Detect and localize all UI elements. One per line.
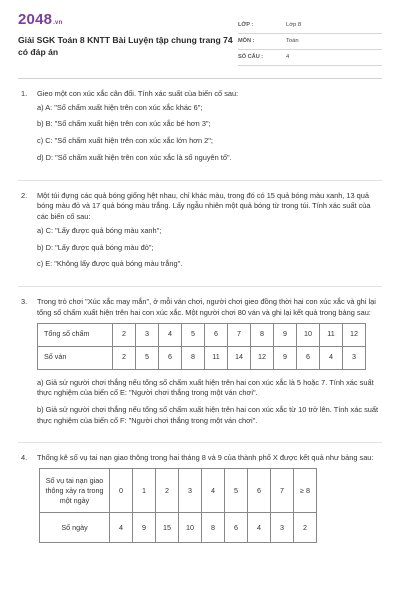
table-cell: ≥ 8 (294, 469, 317, 513)
table-row-header: Tổng số chấm (38, 323, 113, 346)
question-separator (18, 180, 382, 181)
table-cell: 2 (113, 346, 136, 369)
question-text: Trong trò chơi "Xúc xắc may mắn", ở mỗi ván chơi, người chơi gieo đồng thời hai con xúc xắc và ghi lại tổng số chấm xuất hiện trên hai con xúc xắc. Một người chơi 80 ván và ghi lại kết quả trong bảng sau: (37, 297, 376, 317)
table-row-header: Số ván (38, 346, 113, 369)
table-row-header: Số vụ tai nạn giao thông xảy ra trong một ngày (40, 469, 110, 513)
table-cell: 3 (343, 346, 366, 369)
sub-question: c) E: "Không lấy được quả bóng màu trắng". (37, 259, 183, 269)
question-number: 3. (21, 297, 28, 307)
table-row (38, 346, 366, 369)
table-cell: 15 (156, 513, 179, 543)
brand-tld: .vn (53, 20, 63, 26)
header-left (18, 12, 238, 58)
document-header (18, 12, 382, 66)
table-row-header: Số ngày (40, 513, 110, 543)
table-row (40, 469, 317, 513)
question-text: Thống kê số vụ tai nạn giao thông trong hai tháng 8 và 9 của thành phố X được kết quả như bảng sau: (37, 453, 374, 463)
sub-question: a) C: "Lấy được quả bóng màu xanh"; (37, 225, 162, 235)
table-cell: 3 (271, 513, 294, 543)
sub-question: a) A: "Số chấm xuất hiện trên con xúc xắc khác 6"; (37, 102, 203, 112)
table-cell: 4 (110, 513, 133, 543)
question-1 (18, 89, 382, 170)
table-cell: 3 (179, 469, 202, 513)
table-cell: 2 (156, 469, 179, 513)
question-body (37, 297, 382, 432)
question-body (37, 453, 382, 551)
table-cell: 4 (202, 469, 225, 513)
table-cell: 10 (179, 513, 202, 543)
table-cell: 4 (159, 323, 182, 346)
meta-row-count (238, 50, 382, 66)
table-cell: 5 (225, 469, 248, 513)
brand-logo[interactable] (18, 12, 238, 27)
table-row (40, 513, 317, 543)
table-cell: 4 (248, 513, 271, 543)
question-separator (18, 442, 382, 443)
table-cell: 2 (113, 323, 136, 346)
question-body (37, 89, 382, 170)
table-cell: 4 (320, 346, 343, 369)
table-row (38, 323, 366, 346)
table-cell: 5 (136, 346, 159, 369)
table-cell: 10 (297, 323, 320, 346)
table-cell: 12 (251, 346, 274, 369)
table-cell: 9 (274, 346, 297, 369)
question-4 (18, 453, 382, 551)
table-cell: 1 (133, 469, 156, 513)
table-cell: 7 (271, 469, 294, 513)
question-number: 2. (21, 190, 28, 200)
table-cell: 8 (182, 346, 205, 369)
question-body (37, 191, 382, 276)
question-text: Gieo một con xúc xắc cân đối. Tính xác suất của biến cố sau: (37, 89, 239, 98)
table-cell: 0 (110, 469, 133, 513)
table-cell: 6 (205, 323, 228, 346)
meta-key: LỚP : (238, 22, 254, 29)
table-cell: 9 (133, 513, 156, 543)
meta-value: Toán (286, 38, 299, 45)
meta-value: 4 (286, 54, 290, 61)
sub-question: a) Giả sử người chơi thắng nếu tổng số chấm xuất hiện trên hai con xúc xắc là 5 hoặc 7. Tính xác suất thực nghiệm của biến cố E: "Người chơi thắng trong một ván chơi". (37, 377, 374, 398)
table-cell: 7 (228, 323, 251, 346)
dice-results-table (37, 323, 366, 370)
table-cell: 6 (248, 469, 271, 513)
table-cell: 5 (182, 323, 205, 346)
document-title: Giải SGK Toán 8 KNTT Bài Luyện tập chung trang 74 có đáp án (18, 35, 233, 57)
table-cell: 9 (274, 323, 297, 346)
question-separator (18, 286, 382, 287)
table-cell: 8 (251, 323, 274, 346)
table-cell: 12 (343, 323, 366, 346)
table-cell: 3 (136, 323, 159, 346)
table-cell: 8 (202, 513, 225, 543)
sub-question: d) D: "Số chấm xuất hiện trên con xúc xắc là số nguyên tố". (37, 152, 232, 162)
accident-stats-table (39, 468, 317, 543)
table-cell: 6 (225, 513, 248, 543)
table-cell: 11 (320, 323, 343, 346)
question-text: Một túi đựng các quả bóng giống hệt nhau, chỉ khác màu, trong đó có 15 quả bóng màu xanh, 13 quả bóng màu đỏ và 17 quả bóng màu trắng. Lấy ngẫu nhiên một quả bóng từ trong túi. Tính xác suất của các biến cố sau: (37, 190, 371, 222)
meta-value: Lớp 8 (286, 22, 302, 29)
table-cell: 11 (205, 346, 228, 369)
question-3 (18, 297, 382, 432)
meta-box (238, 18, 382, 66)
table-cell: 6 (159, 346, 182, 369)
meta-row-class (238, 18, 382, 34)
meta-key: MÔN : (238, 38, 255, 45)
sub-question: b) B: "Số chấm xuất hiện trên con xúc xắc bé hơn 3"; (37, 119, 211, 129)
meta-row-subject (238, 34, 382, 50)
meta-key: SỐ CÂU : (238, 54, 264, 61)
brand-name: 2048 (18, 11, 53, 28)
sub-question: b) Giả sử người chơi thắng nếu tổng số chấm xuất hiện trên hai con xúc xắc từ 10 trở lên. Tính xác suất thực nghiệm của biến cố F: "Người chơi thắng trong một ván chơi". (37, 405, 379, 425)
sub-question: c) C: "Số chấm xuất hiện trên con xúc xắc lớn hơn 2"; (37, 136, 213, 146)
sub-question: b) D: "Lấy được quả bóng màu đỏ"; (37, 242, 154, 252)
table-cell: 6 (297, 346, 320, 369)
question-number: 1. (21, 89, 28, 98)
table-cell: 14 (228, 346, 251, 369)
table-cell: 2 (294, 513, 317, 543)
question-number: 4. (21, 453, 28, 463)
question-2 (18, 191, 382, 276)
header-divider (18, 78, 382, 79)
